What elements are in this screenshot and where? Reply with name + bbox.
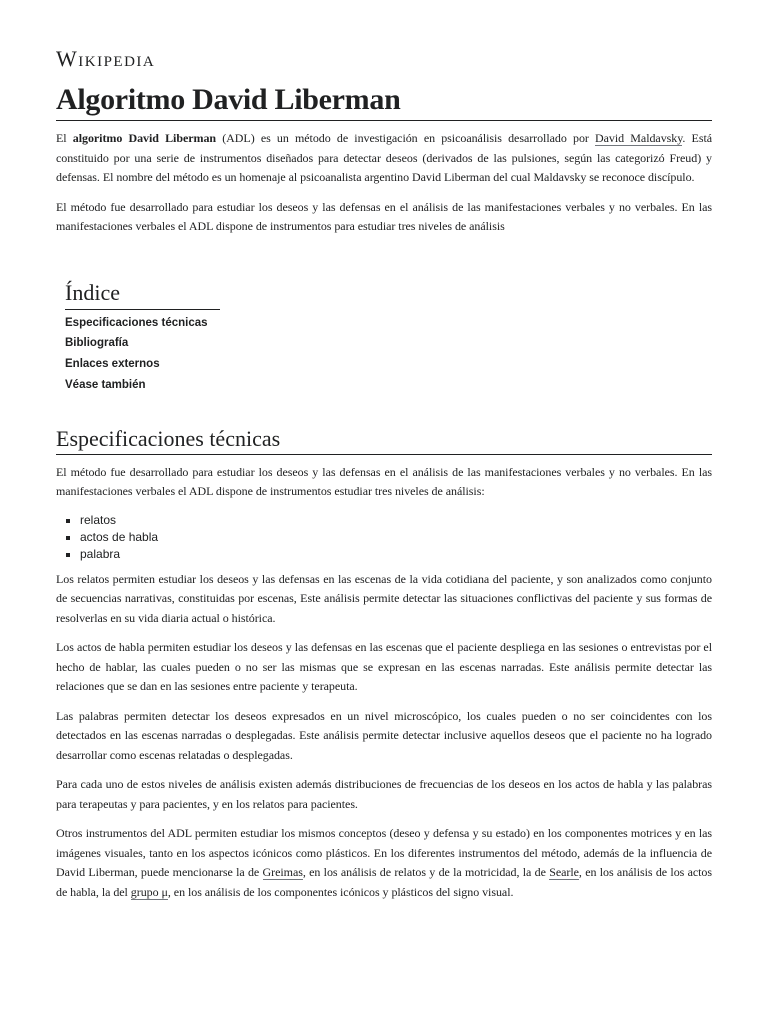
link-grupo-mu[interactable]: grupo μ (130, 884, 168, 899)
section-lead-paragraph: El método fue desarrollado para estudiar los deseos y las defensas en el análisis de las manifestaciones verbales y no verbales. En las manifestaciones verbales el ADL dispone de instrumentos estudiar tres niveles de análisis: (56, 464, 712, 499)
paragraph-distribuciones: Para cada uno de estos niveles de análisis existen además distribuciones de frecuencias de los deseos en los actos de habla y las palabras para terapeutas y para pacientes, y en los relatos para pacientes. (56, 777, 712, 811)
toc-item-especificaciones[interactable]: Especificaciones técnicas (65, 316, 208, 329)
list-item: relatos (80, 512, 712, 529)
intro-bold-term: algoritmo David Liberman (72, 131, 217, 145)
toc-list (65, 313, 220, 396)
intro-paragraph-2: El método fue desarrollado para estudiar los deseos y las defensas en el análisis de las manifestaciones verbales y no verbales. En las manifestaciones verbales el ADL dispone de instrumentos para estudiar tres niveles de análisis (56, 199, 712, 233)
article-page (56, 0, 712, 902)
link-searle[interactable]: Searle (549, 865, 579, 880)
paragraph-actos-de-habla: Los actos de habla permiten estudiar los deseos y las defensas en las escenas que el paciente despliega en las sesiones o entrevistas por el hecho de hablar, las cuales pueden o no ser las mismas que se expresan en las escenas narradas. Este análisis permite detectar las relaciones que se dan en las sesiones entre paciente y terapeuta. (56, 640, 712, 694)
table-of-contents (65, 279, 220, 396)
intro-paragraph-1: El algoritmo David Liberman (ADL) es un método de investigación en psicoanálisis desarrollado por David Maldavsky. Está constituido por una serie de instrumentos diseñados para detectar deseos (derivados de las pulsiones, según las categorizó Freud) y defensas. El nombre del método es un homenaje al psicoanalista argentino David Liberman del cual Maldavsky se reconoce discípulo. (56, 131, 713, 184)
paragraph-relatos: Los relatos permiten estudiar los deseos y las defensas en las escenas de la vida cotidiana del paciente, y son analizados como conjunto de secuencias narrativas, constituidas por escenas, Este análisis permite detectar las situaciones conflictivas del paciente y sus formas de resolverlas en su vida diaria actual o histórica. (56, 571, 712, 625)
levels-list (56, 512, 712, 564)
section-heading-especificaciones: Especificaciones técnicas (56, 426, 712, 455)
paragraph-otros-instrumentos: Otros instrumentos del ADL permiten estudiar los mismos conceptos (deseo y defensa y su estado) en los componentes motrices y en las imágenes visuales, tanto en los aspectos icónicos como plásticos. En los diferentes instrumentos del método, además de la influencia de David Liberman, puede mencionarse la de Greimas, en los análisis de relatos y de la motricidad, la de Searle, en los análisis de los actos de habla, la del grupo μ, en los análisis de los componentes icónicos y plásticos del signo visual. (56, 826, 712, 899)
paragraph-palabras: Las palabras permiten detectar los deseos expresados en un nivel microscópico, los cuales pueden o no ser coincidentes con los detectados en las escenas narradas o desplegadas. Este análisis permite detectar inclusive aquellos deseos que el paciente no ha logrado desarrollar como escenas relatadas o desplegadas. (56, 708, 712, 762)
list-item: palabra (80, 546, 712, 563)
link-david-maldavsky[interactable]: David Maldavsky (595, 131, 683, 145)
toc-item-enlaces-externos[interactable]: Enlaces externos (65, 358, 160, 371)
link-greimas[interactable]: Greimas (262, 865, 303, 880)
toc-title: Índice (65, 279, 220, 310)
wikipedia-wordmark[interactable]: Wikipedia (56, 46, 156, 71)
toc-item-bibliografia[interactable]: Bibliografía (65, 337, 129, 350)
list-item: actos de habla (80, 529, 712, 546)
page-title: Algoritmo David Liberman (56, 82, 712, 121)
toc-item-vease-tambien[interactable]: Véase también (65, 378, 146, 391)
